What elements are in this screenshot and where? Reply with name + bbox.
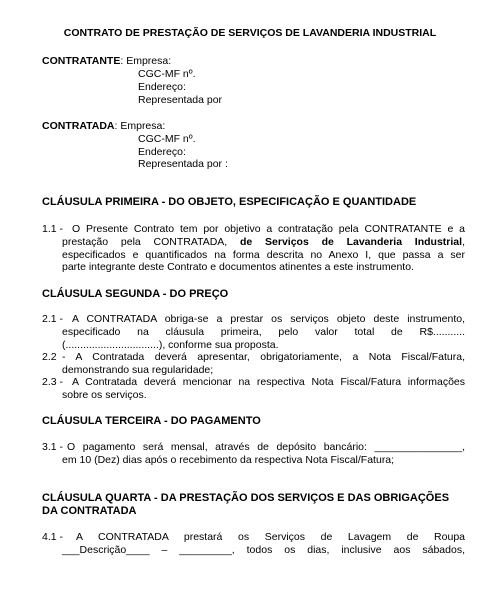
contratada-line	[42, 120, 165, 133]
clause-1-1-line1-wrap	[72, 223, 465, 236]
item-number: 3.1 -	[42, 441, 64, 453]
contratada-label: CONTRATADA	[42, 120, 115, 132]
contratada-endereco: Endereço:	[138, 146, 186, 158]
clausula-quarta-heading-line2: DA CONTRATADA	[42, 505, 137, 517]
item-number: 2.2	[42, 351, 57, 363]
clause-1-1-line1: O Presente Contrato tem por objetivo a contratação pela CONTRATANTE e a	[72, 223, 465, 235]
clause-4-1-line1-wrap	[76, 531, 465, 544]
clause-4-1-line1: A CONTRATADA prestará os Serviços de Lavagem de Roupa	[76, 531, 465, 543]
clause-2-1-line1: A CONTRATADA obriga-se a prestar os serviços objeto deste instrumento,	[72, 313, 465, 325]
clausula-terceira-heading: CLÁUSULA TERCEIRA - DO PAGAMENTO	[42, 415, 261, 427]
clausula-segunda-heading: CLÁUSULA SEGUNDA - DO PREÇO	[42, 288, 229, 300]
clause-3-1-body	[62, 454, 465, 467]
contratante-label: CONTRATANTE	[42, 55, 121, 67]
clause-2-3-line1: A Contratada deverá mencionar na respectiva Nota Fiscal/Fatura informações	[72, 376, 465, 388]
clause-1-1-line3: especificados e quantificados na forma descrita no Anexo I, que passa a ser	[62, 248, 465, 261]
contratada-cgc: CGC-MF nº.	[138, 133, 196, 145]
item-number: 4.1 -	[42, 531, 64, 543]
clause-2-2-line1: - A Contratada deverá apresentar, obrigatoriamente, a Nota Fiscal/Fatura,	[62, 351, 465, 363]
clausula-primeira-heading: CLÁUSULA PRIMEIRA - DO OBJETO, ESPECIFICAÇÃO E QUANTIDADE	[42, 196, 417, 208]
clause-3-1-line1: O pagamento será mensal, através de depósito bancário: _______________,	[67, 441, 465, 453]
clause-1-1-line2	[62, 236, 465, 249]
clause-3-1-line2: em 10 (Dez) dias após o recebimento da respectiva Nota Fiscal/Fatura;	[62, 454, 395, 466]
contratante-empresa: : Empresa:	[120, 55, 172, 67]
document-title: CONTRATO DE PRESTAÇÃO DE SERVIÇOS DE LAVANDERIA INDUSTRIAL	[63, 27, 437, 39]
clausula-quarta-heading-line1: CLÁUSULA QUARTA - DA PRESTAÇÃO DOS SERVIÇOS E DAS OBRIGAÇÕES	[42, 492, 450, 504]
clause-1-1-line2-bold: de Serviços de Lavanderia Industrial	[239, 236, 463, 248]
clause-4-1-body	[62, 544, 465, 557]
item-number: 1.1 -	[42, 223, 64, 235]
contratante-cgc: CGC-MF nº.	[138, 68, 196, 80]
clause-1-1-line4: parte integrante deste Contrato e documentos atinentes a este instrumento.	[62, 261, 414, 273]
clause-2-2-line2: demonstrando sua regularidade;	[62, 363, 214, 376]
contratante-representada: Representada por	[138, 94, 223, 106]
clause-2-2-body	[62, 351, 465, 376]
clause-2-3-line2: sobre os serviços.	[62, 389, 147, 401]
clause-2-1-body	[62, 326, 465, 351]
clause-2-1-line2: especificado na cláusula primeira, pelo valor total de R$...........	[62, 326, 465, 338]
contratada-empresa: : Empresa:	[114, 120, 166, 132]
contratante-line	[42, 55, 171, 68]
clause-3-1-line1-wrap	[67, 441, 465, 454]
clause-4-1-line2: ___Descrição____ – _________, todos os dias, inclusive aos sábados,	[62, 544, 465, 556]
contratada-representada: Representada por :	[138, 158, 228, 170]
clause-2-1-line1-wrap	[72, 313, 465, 326]
clause-2-3-line1-wrap	[72, 376, 465, 389]
clause-1-1-line2-c: ,	[462, 236, 465, 248]
item-number: 2.3 -	[42, 376, 64, 388]
item-number: 2.1 -	[42, 313, 64, 325]
clause-2-3-body	[62, 389, 465, 402]
clause-1-1-line2-a: prestação pela CONTRATADA,	[62, 236, 240, 248]
clause-1-1-body	[62, 236, 465, 274]
contratante-endereco: Endereço:	[138, 81, 186, 93]
clause-2-1-line3: (................................), conforme sua proposta.	[62, 338, 279, 351]
